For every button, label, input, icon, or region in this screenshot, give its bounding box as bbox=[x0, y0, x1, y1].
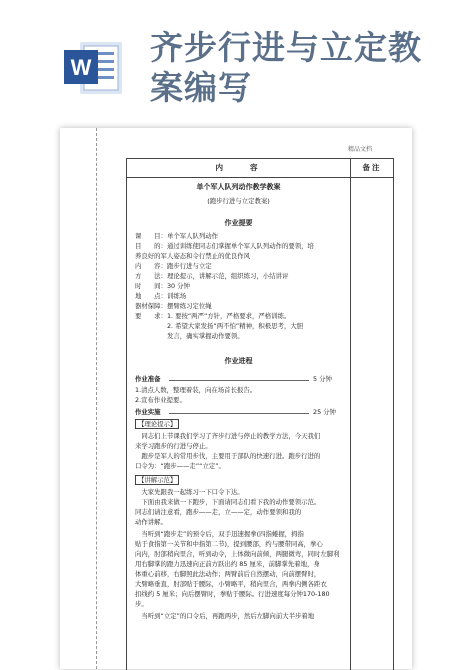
outline-line: 2. 希望大家发扬“两不怕”精神，积极思考，大胆 bbox=[135, 322, 304, 330]
impl-label: 作业实施 bbox=[135, 408, 161, 416]
page-title bbox=[150, 28, 460, 108]
demo-label-box: 【讲解示范】 bbox=[135, 475, 179, 485]
doc-subtitle: (跑步行进与立定教案) bbox=[207, 197, 270, 205]
outline-line: 目 的：通过训练使同志们掌握单个军人队列动作的要领，培 bbox=[135, 242, 314, 250]
section-process: 作业进程 bbox=[224, 357, 253, 365]
outline-line: 地 点：训练场 bbox=[135, 292, 187, 300]
word-document-icon bbox=[62, 36, 126, 100]
outline-line: 方 法：理论提示，讲解示范，组织练习，小结讲评 bbox=[135, 272, 289, 280]
demo-line: 动作讲解。 bbox=[135, 518, 167, 526]
logo-letter: W bbox=[70, 55, 92, 80]
prep-label: 作业准备 bbox=[135, 375, 161, 383]
prep-item: 1.清点人数，整理着装，向在场首长报告。 bbox=[135, 386, 257, 394]
theory-line: 口令为：“跑步——走”“立定”。 bbox=[135, 462, 225, 470]
note-column bbox=[350, 178, 394, 670]
demo-line: 体重心前移，右脚照此法动作；两臂前后自然摆动，向前摆臂时， bbox=[135, 570, 321, 578]
demo-line: 用右脚掌的蹬力迅速向正前方跃出约 85 厘米，前脚掌先着地，身 bbox=[135, 560, 320, 568]
theory-label-box: 【理论提示】 bbox=[135, 419, 179, 429]
demo-line: 向内，肘部稍向里合，听到动令，上体微向前倾，两腿微弯，同时左脚利 bbox=[135, 550, 340, 558]
corner-label: 精品文档 bbox=[348, 146, 373, 153]
outline-line: 发言，确实掌握动作要领。 bbox=[135, 332, 244, 340]
lesson-table bbox=[126, 158, 394, 670]
outline-line: 要 求：1. 要按“两严”方针，严格要求，严格训练。 bbox=[135, 312, 291, 320]
theory-line: 跑步是军人的常用步伐，主要用于部队的快速行进。跑步行进的 bbox=[135, 452, 321, 460]
header-content: 内 容 bbox=[215, 163, 262, 172]
demo-line: 当听到“立定”的口令后，再跑两步，然后左脚向前大半步着地 bbox=[135, 612, 315, 620]
doc-title: 单个军人队列动作教学教案 bbox=[196, 183, 281, 191]
demo-line: 下面由我来做一下跑步，下面请同志们看下我的动作要领示范。 bbox=[135, 498, 321, 506]
outline-line: 内 容：跑步行进与立定 bbox=[135, 262, 212, 270]
outline-line: 养良好的军人姿态和令行禁止的优良作风 bbox=[135, 252, 251, 260]
demo-line: 贴于食指第一关节和中指第二节)，提到腰部，约与腰带同高，拳心 bbox=[135, 540, 323, 548]
outline-line: 课 目：单个军人队列动作 bbox=[135, 232, 219, 240]
theory-label bbox=[135, 419, 345, 429]
demo-line: 当听到“跑步走”的预令后，双手迅速握拳(四指蜷握，拇指 bbox=[135, 530, 304, 538]
demo-line: 大臂略垂直，肘部贴于腰际，小臂略平，稍向里合，两拳内侧各距衣 bbox=[135, 580, 327, 588]
prep-item: 2.宣布作业提要。 bbox=[135, 396, 186, 404]
table-header bbox=[127, 159, 393, 178]
title-line-2: 案编写 bbox=[150, 68, 252, 107]
title-line-1: 齐步行进与立定教 bbox=[150, 28, 422, 67]
demo-line: 步。 bbox=[135, 600, 148, 608]
demo-line: 大家先跟我一起练习一下口令下达。 bbox=[135, 488, 244, 496]
divider-line bbox=[169, 413, 309, 414]
demo-line: 同志们请注意看，跑步——走，立——定，动作要领和我的 bbox=[135, 508, 302, 516]
divider-line bbox=[169, 380, 309, 381]
demo-label bbox=[135, 475, 345, 485]
content-column bbox=[127, 178, 350, 670]
demo-line: 扣线约 5 厘米；向后摆臂时，拳贴于腰际。行进速度每分钟170-180 bbox=[135, 590, 330, 598]
impl-time: 25 分钟 bbox=[313, 408, 336, 416]
prep-time: 5 分钟 bbox=[313, 375, 332, 383]
header-banner bbox=[0, 0, 474, 120]
theory-line: 来学习跑步的行进与停止。 bbox=[135, 442, 212, 450]
theory-line: 同志们上节课我们学习了齐步行进与停止的教学方法，今天我们 bbox=[135, 432, 321, 440]
section-outline: 作业提要 bbox=[224, 219, 253, 227]
binding-margin-line bbox=[96, 128, 97, 669]
outline-line: 器材保障：摆臂练习定位绳 bbox=[135, 302, 212, 310]
outline-line: 时 间：30 分钟 bbox=[135, 282, 190, 290]
header-note: 备注 bbox=[350, 159, 393, 177]
